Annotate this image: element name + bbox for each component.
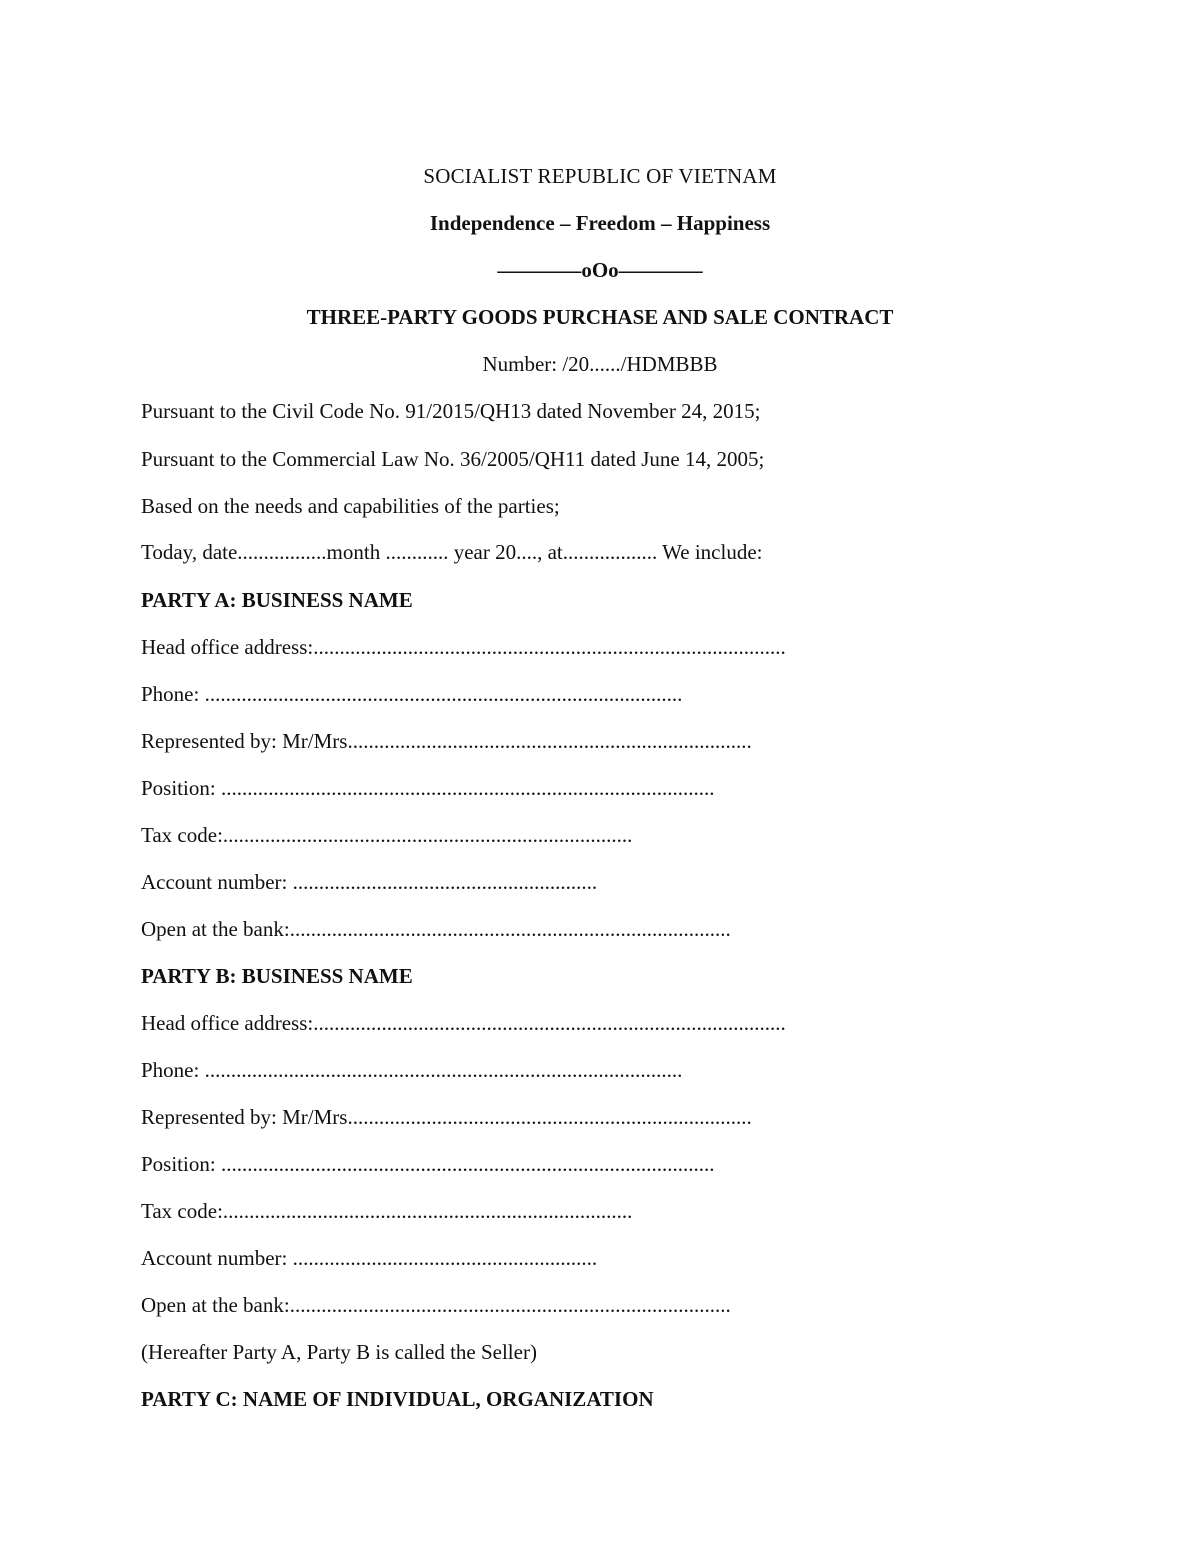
party-b-position-field: Position: .............................................................................................. (141, 1152, 715, 1176)
legal-basis-needs: Based on the needs and capabilities of the parties; (141, 494, 560, 518)
party-b-account-number-field: Account number: .......................................................... (141, 1246, 598, 1270)
party-a-address-field: Head office address:.......................................................................................... (141, 635, 786, 659)
heading-separator: ————oOo———— (497, 258, 703, 282)
party-b-bank-field: Open at the bank:.................................................................................... (141, 1293, 731, 1317)
party-a-phone-field: Phone: ........................................................................................... (141, 682, 683, 706)
party-a-representative-field: Represented by: Mr/Mrs............................................................................. (141, 729, 752, 753)
legal-basis-commercial-law: Pursuant to the Commercial Law No. 36/2005/QH11 dated June 14, 2005; (141, 447, 765, 471)
party-a-account-number-field: Account number: .......................................................... (141, 870, 598, 894)
party-a-heading: PARTY A: BUSINESS NAME (141, 588, 413, 612)
contract-date-line: Today, date.................month ............ year 20...., at.................. We include: (141, 540, 763, 564)
party-b-address-field: Head office address:.......................................................................................... (141, 1011, 786, 1035)
seller-note: (Hereafter Party A, Party B is called the Seller) (141, 1340, 537, 1364)
contract-number: Number: /20....../HDMBBB (482, 352, 718, 376)
party-a-position-field: Position: .............................................................................................. (141, 776, 715, 800)
party-b-representative-field: Represented by: Mr/Mrs............................................................................. (141, 1105, 752, 1129)
party-b-tax-code-field: Tax code:.............................................................................. (141, 1199, 633, 1223)
party-a-tax-code-field: Tax code:.............................................................................. (141, 823, 633, 847)
contract-title: THREE-PARTY GOODS PURCHASE AND SALE CONTRACT (306, 305, 894, 329)
legal-basis-civil-code: Pursuant to the Civil Code No. 91/2015/QH13 dated November 24, 2015; (141, 399, 761, 423)
party-c-heading: PARTY C: NAME OF INDIVIDUAL, ORGANIZATION (141, 1387, 654, 1411)
party-a-bank-field: Open at the bank:.................................................................................... (141, 917, 731, 941)
party-b-heading: PARTY B: BUSINESS NAME (141, 964, 413, 988)
national-motto: Independence – Freedom – Happiness (429, 211, 771, 235)
country-heading: SOCIALIST REPUBLIC OF VIETNAM (423, 164, 777, 188)
party-b-phone-field: Phone: ........................................................................................... (141, 1058, 683, 1082)
